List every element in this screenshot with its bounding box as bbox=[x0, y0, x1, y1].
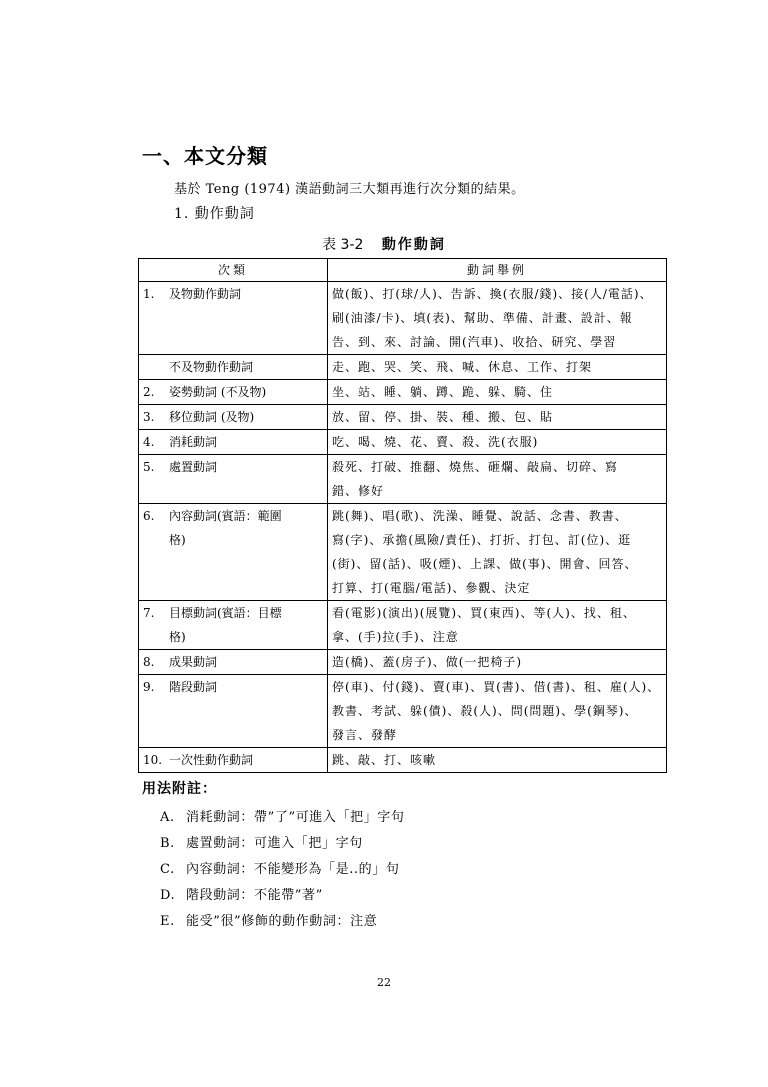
page-number: 22 bbox=[377, 976, 391, 989]
example-line: 造(橋)、蓋(房子)、做(一把椅子) bbox=[332, 655, 523, 669]
example-line: 看(電影)(演出)(展覽)、買(東西)、等(人)、找、租、 bbox=[332, 606, 636, 620]
example-line: 發言、發酵 bbox=[332, 728, 398, 742]
row-category-label: 格) bbox=[169, 630, 186, 644]
example-line: 放、留、停、掛、裝、種、搬、包、貼 bbox=[332, 410, 554, 424]
example-line: 教書、考試、躲(債)、殺(人)、問(問題)、學(鋼琴)、 bbox=[332, 704, 638, 718]
note-letter: A. bbox=[160, 810, 175, 825]
table-caption-label: 表 3-2 bbox=[322, 237, 364, 253]
example-line: 坐、站、睡、躺、蹲、跪、躲、騎、住 bbox=[332, 385, 554, 399]
row-number: 4. bbox=[143, 435, 155, 449]
row-category-label: 內容動詞(賓語：範圍 bbox=[169, 509, 282, 523]
row-examples bbox=[328, 282, 667, 355]
row-examples bbox=[328, 748, 667, 773]
table-body bbox=[139, 282, 667, 773]
table-row bbox=[139, 675, 667, 748]
row-examples bbox=[328, 380, 667, 405]
note-item bbox=[160, 909, 405, 935]
example-line: 打算、打(電腦/電話)、參觀、決定 bbox=[332, 581, 531, 595]
row-examples bbox=[328, 405, 667, 430]
subheading: 1. 動作動詞 bbox=[174, 206, 255, 222]
row-category bbox=[139, 405, 328, 430]
verb-classification-table bbox=[138, 258, 667, 773]
row-examples bbox=[328, 455, 667, 504]
table-row bbox=[139, 601, 667, 650]
example-line: 殺死、打破、推翻、燒焦、砸爛、敲扁、切碎、寫 bbox=[332, 460, 619, 474]
row-number: 5. bbox=[143, 460, 155, 474]
note-item bbox=[160, 857, 405, 883]
example-line: 吃、喝、燒、花、賣、殺、洗(衣服) bbox=[332, 435, 539, 449]
row-number: 3. bbox=[143, 410, 155, 424]
row-number: 2. bbox=[143, 385, 155, 399]
row-category-label: 格) bbox=[169, 533, 186, 547]
table-header-row bbox=[139, 259, 667, 282]
table-row bbox=[139, 355, 667, 380]
note-item bbox=[160, 883, 405, 909]
header-category: 次類 bbox=[139, 259, 328, 282]
table-row bbox=[139, 455, 667, 504]
note-letter: E. bbox=[160, 914, 175, 929]
row-category bbox=[139, 748, 328, 773]
note-letter: B. bbox=[160, 836, 175, 851]
note-text: 消耗動詞：帶”了”可進入「把」字句 bbox=[186, 810, 405, 825]
example-line: 跳、敲、打、咳嗽 bbox=[332, 753, 437, 767]
table-row bbox=[139, 380, 667, 405]
row-category-label: 及物動作動詞 bbox=[169, 287, 242, 301]
note-text: 能受”很”修飾的動作動詞：注意 bbox=[186, 914, 378, 929]
example-line: 錯、修好 bbox=[332, 484, 385, 498]
row-category bbox=[139, 282, 328, 355]
table-caption-title: 動作動詞 bbox=[381, 237, 446, 253]
row-examples bbox=[328, 504, 667, 601]
row-number: 1. bbox=[143, 287, 155, 301]
row-examples bbox=[328, 430, 667, 455]
row-category bbox=[139, 430, 328, 455]
row-category-label: 移位動詞 (及物) bbox=[169, 410, 255, 424]
row-category bbox=[139, 380, 328, 405]
row-examples bbox=[328, 650, 667, 675]
example-line: 拿、(手)拉(手)、注意 bbox=[332, 630, 459, 644]
example-line: 停(車)、付(錢)、賣(車)、買(書)、借(書)、租、雇(人)、 bbox=[332, 680, 661, 694]
note-text: 階段動詞：不能帶”著” bbox=[186, 888, 323, 903]
row-category-label: 目標動詞(賓語：目標 bbox=[169, 606, 282, 620]
header-examples: 動詞舉例 bbox=[328, 259, 667, 282]
row-examples bbox=[328, 355, 667, 380]
row-number: 6. bbox=[143, 509, 155, 523]
example-line: 告、到、來、討論、開(汽車)、收拾、研究、學習 bbox=[332, 335, 617, 349]
table-row bbox=[139, 748, 667, 773]
row-category bbox=[139, 504, 328, 601]
table-row bbox=[139, 430, 667, 455]
example-line: 做(飯)、打(球/人)、告訴、換(衣服/錢)、接(人/電話)、 bbox=[332, 287, 653, 301]
note-item bbox=[160, 805, 405, 831]
row-category-label: 姿勢動詞 (不及物) bbox=[169, 385, 267, 399]
row-category-label: 階段動詞 bbox=[169, 680, 218, 694]
notes-list bbox=[160, 805, 405, 935]
section-title: 一、本文分類 bbox=[142, 144, 268, 168]
table-row bbox=[139, 282, 667, 355]
row-category bbox=[139, 650, 328, 675]
row-number: 10. bbox=[143, 753, 163, 767]
notes-title: 用法附註： bbox=[142, 781, 217, 797]
row-category-label: 消耗動詞 bbox=[169, 435, 218, 449]
row-category bbox=[139, 675, 328, 748]
row-examples bbox=[328, 675, 667, 748]
table-row bbox=[139, 405, 667, 430]
row-number: 9. bbox=[143, 680, 155, 694]
row-number: 8. bbox=[143, 655, 155, 669]
example-line: 跳(舞)、唱(歌)、洗澡、睡覺、說話、念書、教書、 bbox=[332, 509, 628, 523]
row-category bbox=[139, 455, 328, 504]
note-text: 內容動詞：不能變形為「是..的」句 bbox=[186, 862, 400, 877]
row-category-label: 一次性動作動詞 bbox=[169, 753, 254, 767]
example-line: 刷(油漆/卡)、填(表)、幫助、準備、計畫、設計、報 bbox=[332, 311, 633, 325]
note-text: 處置動詞：可進入「把」字句 bbox=[186, 836, 363, 851]
note-letter: C. bbox=[160, 862, 175, 877]
row-category-label: 處置動詞 bbox=[169, 460, 218, 474]
table-row bbox=[139, 650, 667, 675]
row-examples bbox=[328, 601, 667, 650]
example-line: (街)、留(話)、吸(煙)、上課、做(事)、開會、回答、 bbox=[332, 557, 638, 571]
table-caption bbox=[0, 234, 768, 254]
row-number: 7. bbox=[143, 606, 155, 620]
example-line: 走、跑、哭、笑、飛、喊、休息、工作、打架 bbox=[332, 360, 593, 374]
example-line: 寫(字)、承擔(風險/責任)、打折、打包、訂(位)、逛 bbox=[332, 533, 632, 547]
note-letter: D. bbox=[160, 888, 176, 903]
table-row bbox=[139, 504, 667, 601]
row-category-label: 不及物動作動詞 bbox=[169, 360, 254, 374]
row-category bbox=[139, 601, 328, 650]
intro-paragraph: 基於 Teng (1974) 漢語動詞三大類再進行次分類的結果。 bbox=[174, 182, 525, 197]
row-category bbox=[139, 355, 328, 380]
note-item bbox=[160, 831, 405, 857]
row-category-label: 成果動詞 bbox=[169, 655, 218, 669]
